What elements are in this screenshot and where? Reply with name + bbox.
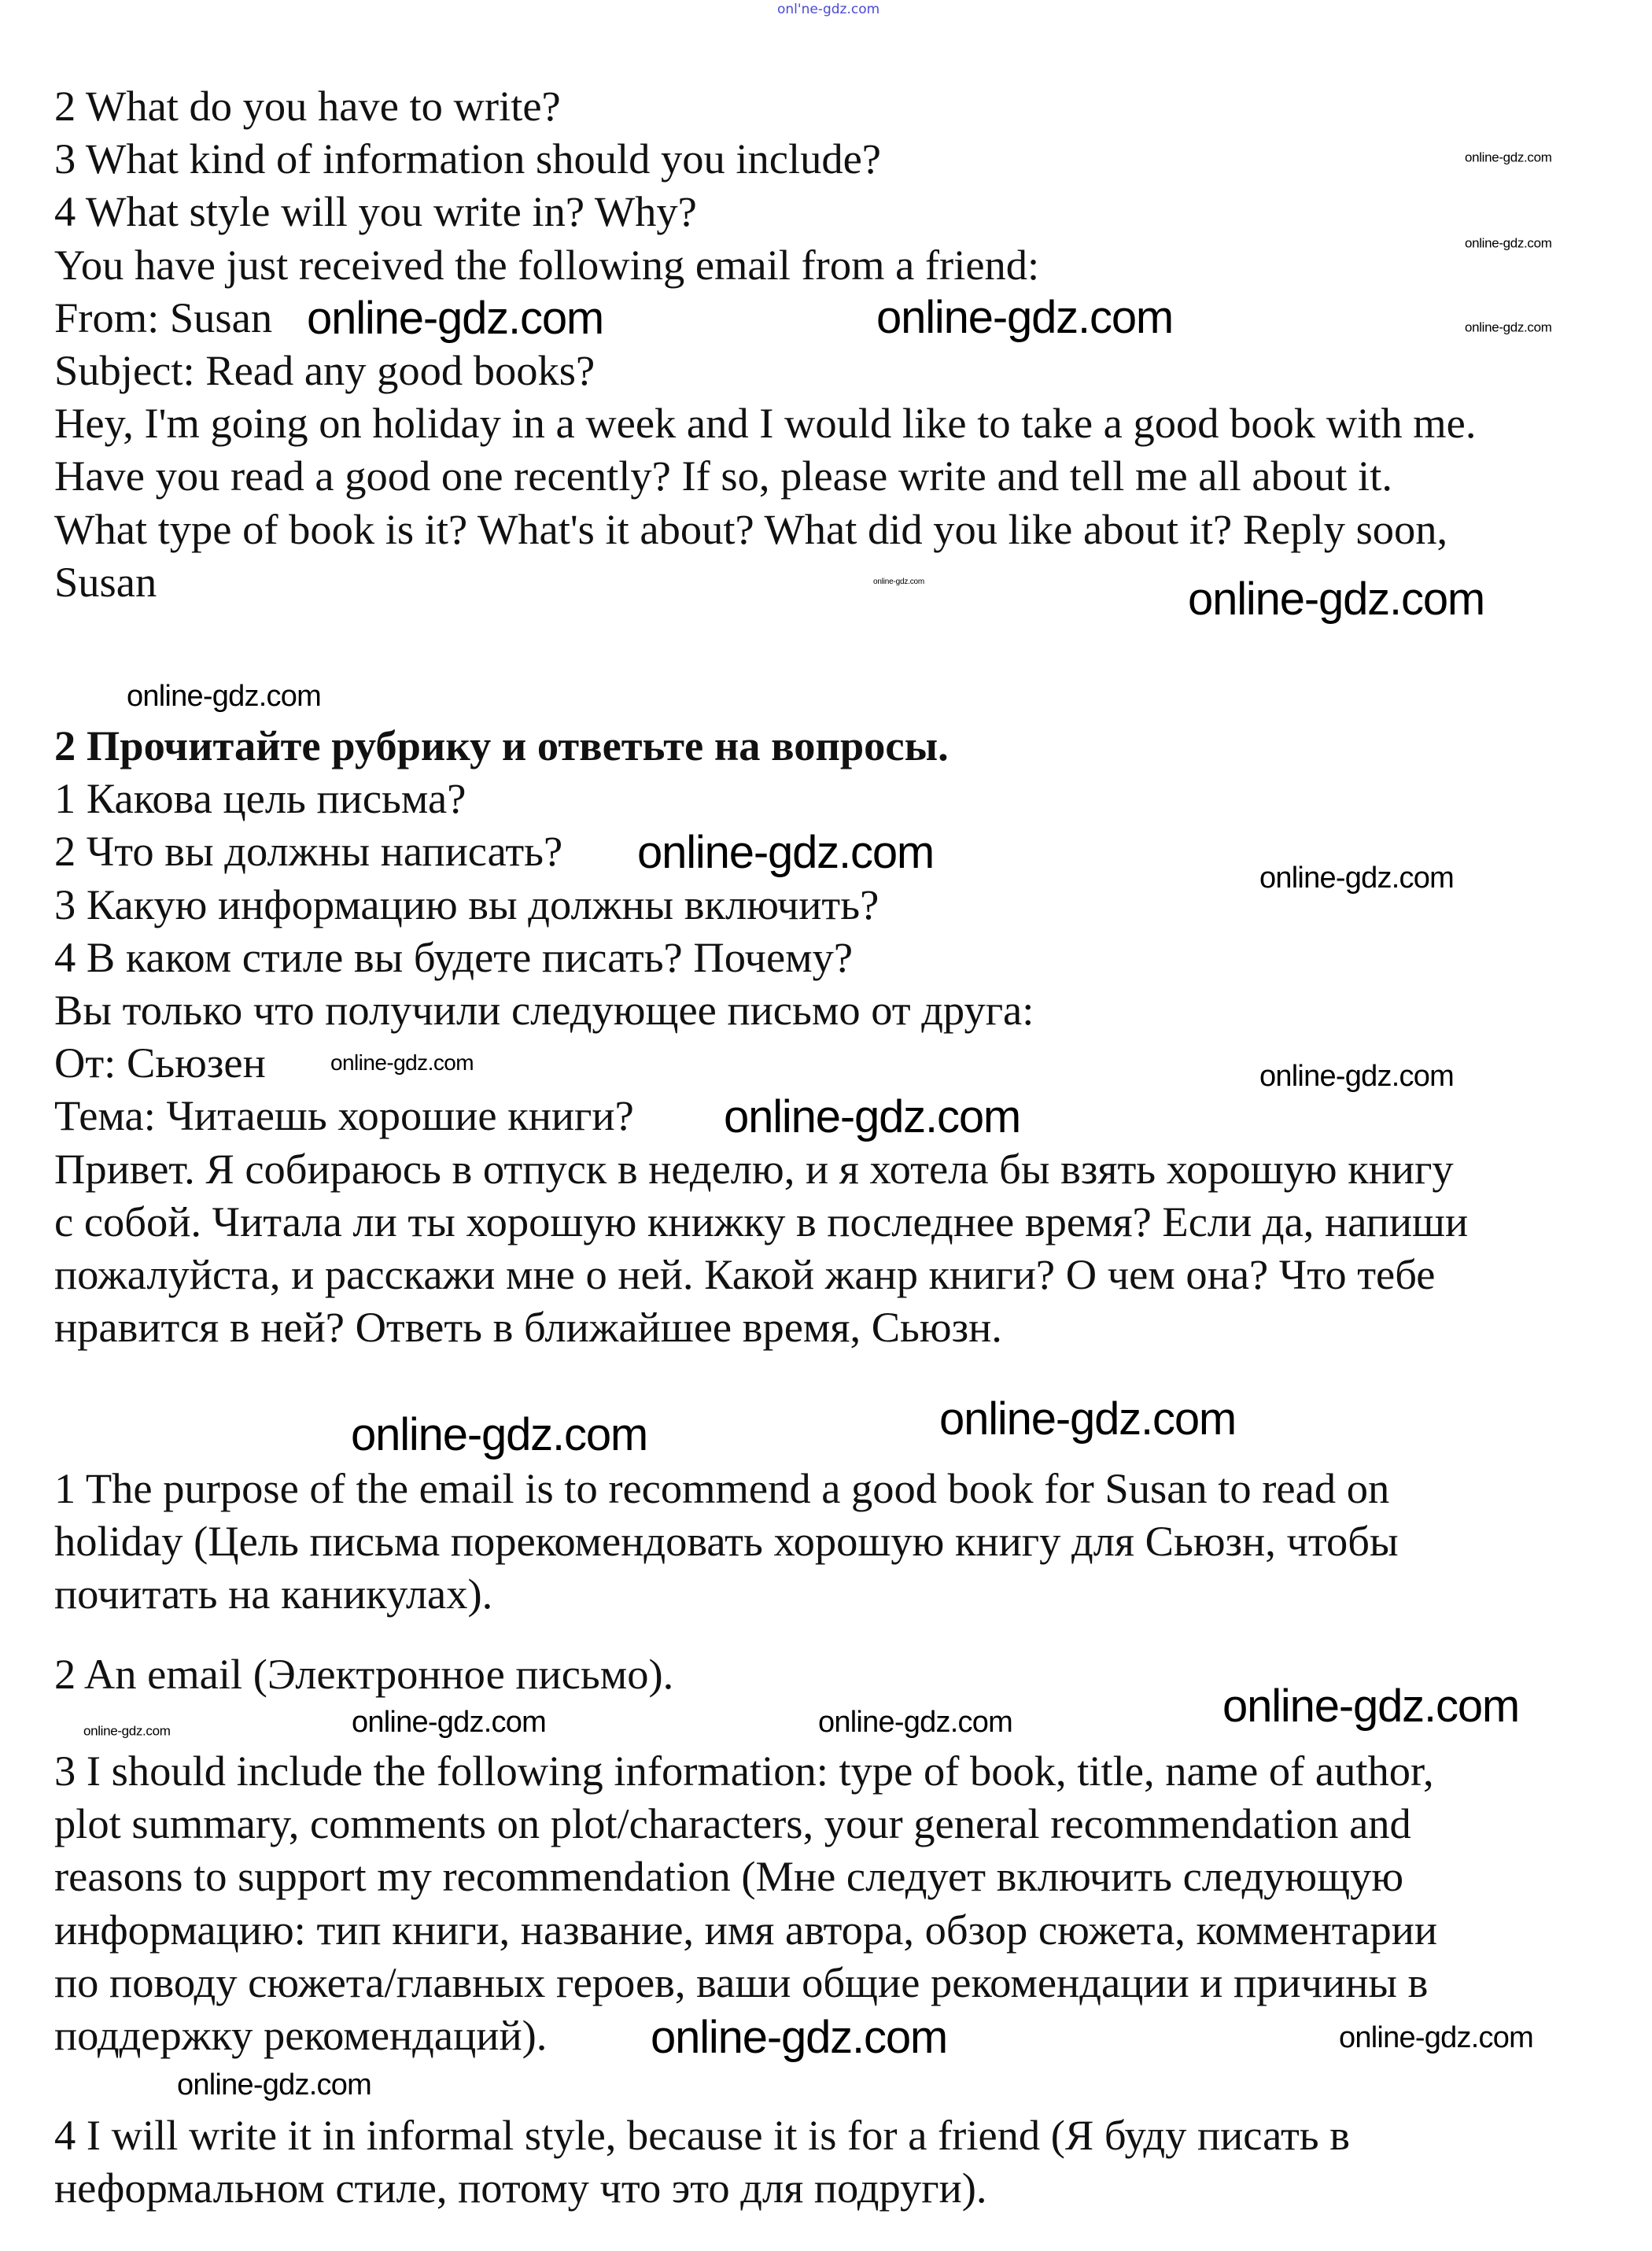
watermark: online-gdz.com (818, 1706, 1013, 1739)
text-line: Привет. Я собираюсь в отпуск в неделю, и я хотела бы взять хорошую книгу (54, 1144, 1454, 1193)
watermark: online-gdz.com (330, 1050, 474, 1075)
task-block (54, 79, 1476, 608)
text-line: reasons to support my recommendation (Мне следует включить следующую (54, 1852, 1404, 1901)
text-line: по поводу сюжета/главных героев, ваши общие рекомендации и причины в (54, 1958, 1429, 2006)
watermark: online-gdz.com (1465, 149, 1552, 165)
text-line: 2 An email (Электронное письмо). (54, 1650, 674, 1698)
text-line: поддержку рекомендаций). (54, 2010, 548, 2059)
watermark: online-gdz.com (876, 292, 1174, 343)
watermark: online-gdz.com (177, 2068, 372, 2102)
text-line: 2 Что вы должны написать? (54, 827, 563, 876)
text-line: 3 I should include the following information: type of book, title, name of author, (54, 1747, 1434, 1795)
answer-2 (54, 1648, 673, 1700)
translation-block (54, 719, 1468, 1353)
watermark: online-gdz.com (1339, 2021, 1534, 2054)
watermark: online-gdz.com (83, 1723, 171, 1739)
watermark: online-gdz.com (1259, 862, 1455, 895)
text-line: 4 В каком стиле вы будете писать? Почему? (54, 932, 854, 981)
answer-1 (54, 1462, 1399, 1621)
text-line: неформальном стиле, потому что это для подруги). (54, 2164, 987, 2212)
watermark: online-gdz.com (1465, 235, 1552, 251)
watermark: online-gdz.com (1188, 574, 1485, 625)
text-line: holiday (Цель письма порекомендовать хорошую книгу для Сьюзн, чтобы (54, 1517, 1399, 1566)
top-watermark: onl'ne-gdz.com (777, 2, 880, 17)
watermark: online-gdz.com (1259, 1060, 1455, 1093)
text-line: Вы только что получили следующее письмо от друга: (54, 985, 1034, 1034)
text-line: 2 What do you have to write? (54, 82, 561, 130)
text-line: пожалуйста, и расскажи мне о ней. Какой жанр книги? О чем она? Что тебе (54, 1249, 1436, 1298)
watermark: online-gdz.com (307, 293, 604, 344)
text-line: Susan (54, 557, 157, 606)
watermark: online-gdz.com (127, 680, 322, 713)
text-line: What type of book is it? What's it about? What did you like about it? Reply soon, (54, 504, 1448, 553)
text-line: Тема: Читаешь хорошие книги? (54, 1091, 634, 1140)
text-line: информацию: тип книги, название, имя автора, обзор сюжета, комментарии (54, 1905, 1438, 1954)
text-line: Have you read a good one recently? If so, please write and tell me all about it. (54, 452, 1392, 500)
text-line: 1 Какова цель письма? (54, 774, 466, 823)
text-line: 4 I will write it in informal style, because it is for a friend (Я буду писать в (54, 2111, 1350, 2159)
text-line: почитать на каникулах). (54, 1570, 493, 1618)
watermark: online-gdz.com (1222, 1681, 1520, 1732)
watermark: online-gdz.com (724, 1091, 1021, 1142)
text-line: От: Сьюзен (54, 1039, 266, 1087)
watermark: online-gdz.com (939, 1393, 1237, 1445)
text-line: 1 The purpose of the email is to recommend a good book for Susan to read on (54, 1464, 1390, 1512)
text-line: Subject: Read any good books? (54, 345, 596, 394)
text-line: 3 Какую информацию вы должны включить? (54, 880, 879, 928)
section-heading: 2 Прочитайте рубрику и ответьте на вопросы. (54, 721, 949, 769)
text-line: с собой. Читала ли ты хорошую книжку в последнее время? Если да, напиши (54, 1197, 1469, 1245)
watermark: online-gdz.com (873, 578, 925, 586)
text-line: From: Susan (54, 293, 273, 341)
answer-4 (54, 2109, 1350, 2214)
text-line: 3 What kind of information should you include? (54, 135, 881, 183)
watermark: online-gdz.com (351, 1409, 648, 1460)
watermark: online-gdz.com (637, 827, 935, 878)
text-line: Hey, I'm going on holiday in a week and I would like to take a good book with me. (54, 399, 1477, 448)
watermark: online-gdz.com (352, 1706, 547, 1739)
text-line: 4 What style will you write in? Why? (54, 187, 697, 236)
text-line: plot summary, comments on plot/characters, your general recommendation and (54, 1799, 1411, 1848)
watermark: online-gdz.com (1465, 319, 1552, 335)
text-line: You have just received the following email from a friend: (54, 240, 1040, 289)
watermark: online-gdz.com (651, 2012, 948, 2063)
text-line: нравится в ней? Ответь в ближайшее время, Сьюзн. (54, 1303, 1002, 1352)
